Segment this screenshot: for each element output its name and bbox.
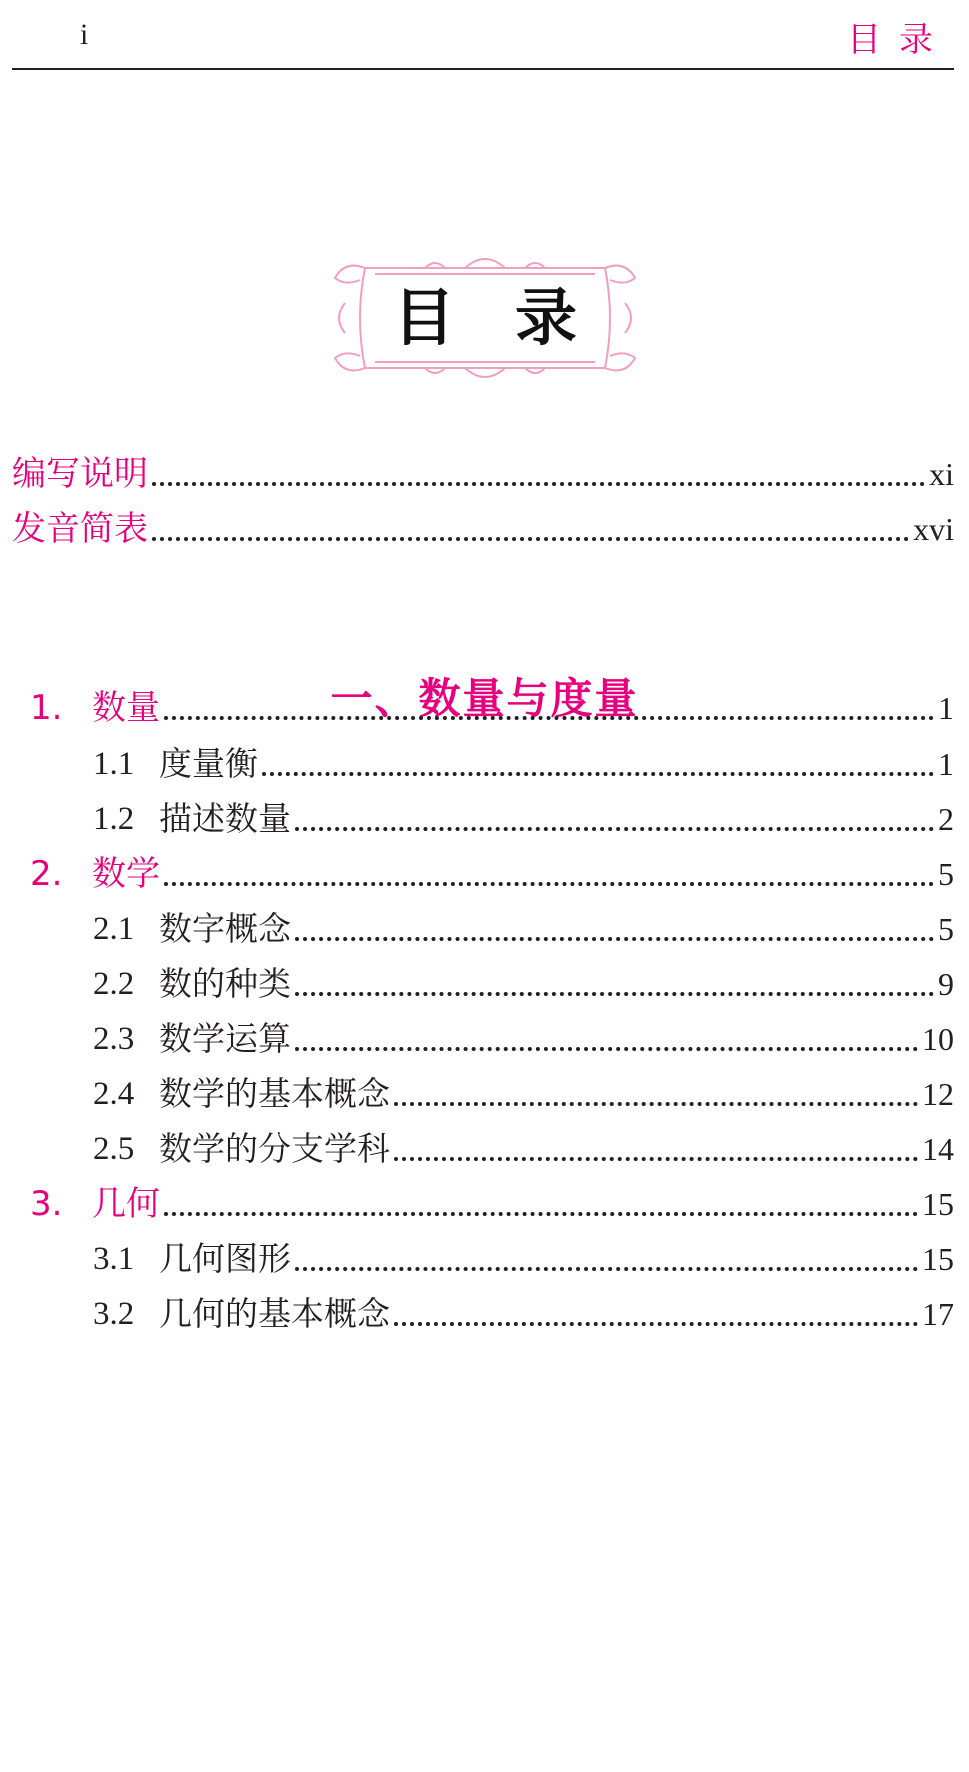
toc-section-3-2[interactable]: [93, 1290, 954, 1338]
section-label: 几何图形: [159, 1239, 291, 1278]
section-number: 2.2: [93, 966, 135, 1002]
dot-leader: [295, 937, 934, 941]
toc-entry-page: xvi: [913, 511, 954, 547]
chapter-number: 3.: [30, 1184, 63, 1224]
section-page: 15: [922, 1241, 954, 1277]
section-page: 12: [922, 1076, 954, 1112]
section-label: 数学的分支学科: [159, 1129, 390, 1168]
toc-entry-page: xi: [929, 456, 954, 492]
section-label: 几何的基本概念: [159, 1294, 390, 1333]
toc-section-2-1[interactable]: [93, 905, 954, 953]
toc-entry-pronunciation[interactable]: [12, 505, 954, 553]
section-page: 17: [922, 1296, 954, 1332]
chapter-page: 5: [938, 856, 954, 892]
toc-section-2-2[interactable]: [93, 960, 954, 1008]
chapter-page: 15: [922, 1186, 954, 1222]
title-banner: [325, 248, 645, 388]
chapter-label: 几何: [92, 1184, 160, 1224]
dot-leader: [152, 537, 909, 541]
dot-leader: [152, 482, 925, 486]
dot-leader: [295, 827, 934, 831]
toc-section-2-4[interactable]: [93, 1070, 954, 1118]
toc-chapter-3[interactable]: [30, 1180, 954, 1228]
header-rule: [12, 68, 954, 70]
section-page: 2: [938, 801, 954, 837]
toc-section-1-1[interactable]: [93, 740, 954, 788]
chapter-page: 1: [938, 690, 954, 726]
dot-leader: [262, 772, 934, 776]
section-page: 10: [922, 1021, 954, 1057]
section-label: 描述数量: [159, 799, 291, 838]
dot-leader: [164, 882, 934, 886]
section-title: 一、数量与度量: [330, 674, 639, 723]
running-title: 目录: [847, 20, 951, 60]
dot-leader: [394, 1322, 918, 1326]
chapter-number: 1.: [30, 688, 63, 728]
section-number: 2.4: [93, 1076, 135, 1112]
section-number: 2.3: [93, 1021, 135, 1057]
dot-leader: [394, 1102, 918, 1106]
section-page: 9: [938, 966, 954, 1002]
section-label: 度量衡: [159, 744, 258, 783]
section-page: 14: [922, 1131, 954, 1167]
chapter-label: 数量: [92, 688, 160, 728]
section-page: 5: [938, 911, 954, 947]
dot-leader: [394, 1157, 918, 1161]
toc-section-3-1[interactable]: [93, 1235, 954, 1283]
toc-entry-preface[interactable]: [12, 450, 954, 498]
chapter-label: 数学: [92, 854, 160, 894]
section-number: 2.1: [93, 911, 135, 947]
section-label: 数的种类: [159, 964, 291, 1003]
running-page-number: i: [80, 18, 89, 51]
dot-leader: [295, 1267, 918, 1271]
chapter-number: 2.: [30, 854, 63, 894]
toc-chapter-2[interactable]: [30, 850, 954, 898]
banner-title: 目录: [392, 281, 637, 354]
dot-leader: [164, 716, 934, 720]
toc-section-2-5[interactable]: [93, 1125, 954, 1173]
section-label: 数学运算: [159, 1019, 291, 1058]
toc-chapter-1[interactable]: [30, 684, 954, 732]
section-number: 3.2: [93, 1296, 135, 1332]
section-label: 数学的基本概念: [159, 1074, 390, 1113]
section-number: 2.5: [93, 1131, 135, 1167]
section-label: 数字概念: [159, 909, 291, 948]
section-number: 1.1: [93, 746, 135, 782]
toc-entry-label: 发音简表: [12, 509, 148, 549]
dot-leader: [295, 992, 934, 996]
toc-entry-label: 编写说明: [12, 454, 148, 494]
section-number: 3.1: [93, 1241, 135, 1277]
dot-leader: [295, 1047, 918, 1051]
dot-leader: [164, 1212, 918, 1216]
toc-section-1-2[interactable]: [93, 795, 954, 843]
toc-section-2-3[interactable]: [93, 1015, 954, 1063]
section-page: 1: [938, 746, 954, 782]
section-number: 1.2: [93, 801, 135, 837]
